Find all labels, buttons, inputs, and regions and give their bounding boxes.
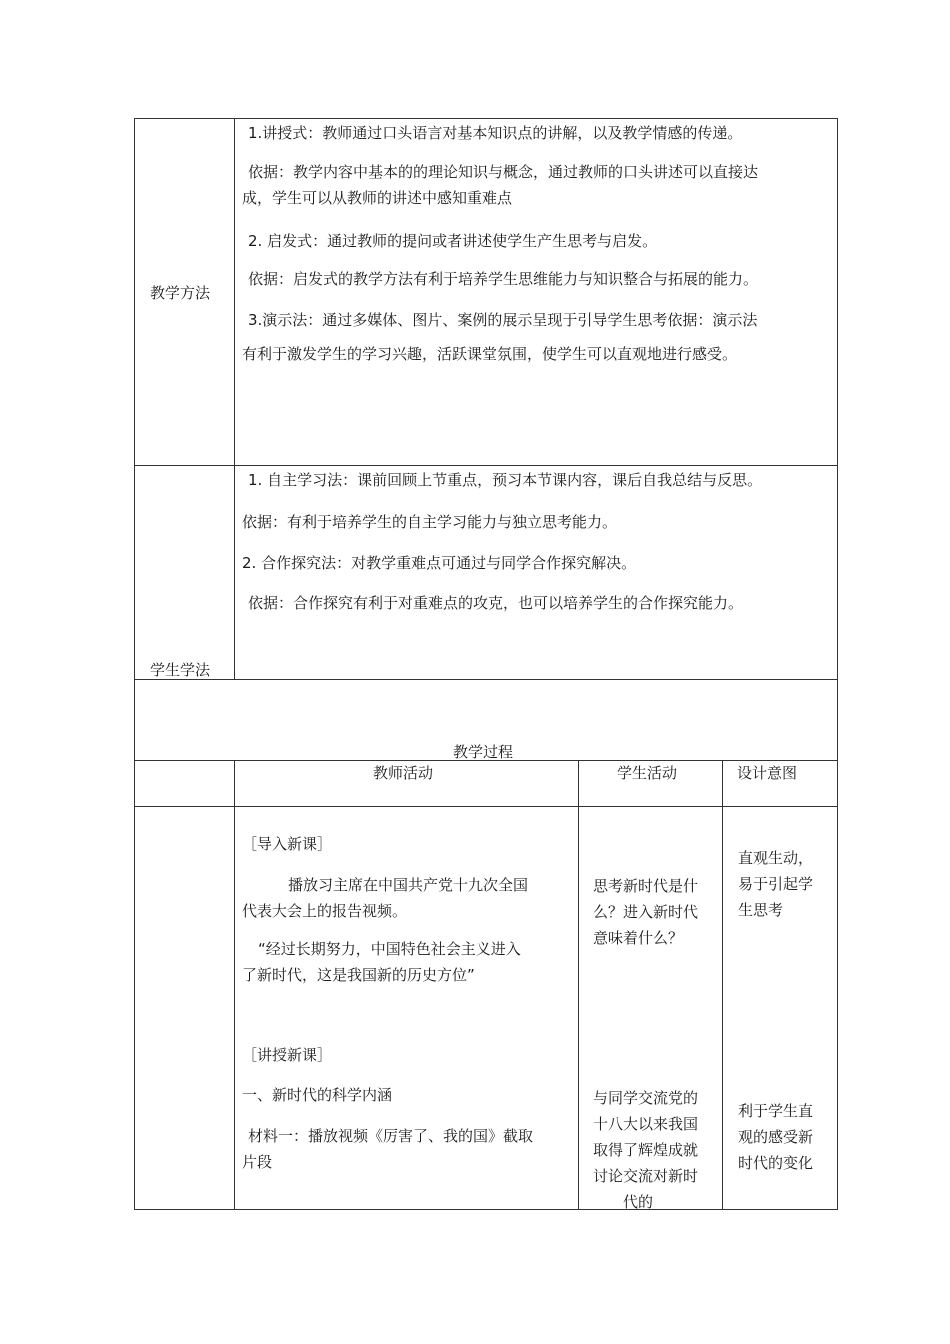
design-intent-line: 时代的变化 — [738, 1154, 814, 1172]
lecture-tag: ［讲授新课］ — [242, 1046, 333, 1064]
methods-label: 教学方法 — [150, 284, 211, 302]
row-divider — [134, 679, 838, 680]
method-demo-line: 3.演示法：通过多媒体、图片、案例的展示呈现于引导学生思考依据：演示法 — [248, 311, 758, 329]
quote-line: 了新时代，这是我国新的历史方位” — [242, 966, 475, 984]
intro-line: 播放习主席在中国共产党十九次全国 — [288, 876, 529, 894]
header-student-activity: 学生活动 — [617, 764, 678, 782]
intro-line: 代表大会上的报告视频。 — [242, 902, 408, 920]
student-activity-line: 与同学交流党的 — [593, 1089, 699, 1107]
student-method-self: 1. 自主学习法：课前回顾上节重点，预习本节课内容，课后自我总结与反思。 — [248, 471, 763, 489]
column-divider — [234, 118, 235, 679]
section-title: 一、新时代的科学内涵 — [242, 1086, 393, 1104]
design-intent-line: 直观生动， — [738, 849, 814, 867]
material-line: 材料一：播放视频《厉害了、我的国》截取 — [248, 1127, 534, 1145]
row-divider — [134, 806, 838, 807]
design-intent-line: 观的感受新 — [738, 1128, 814, 1146]
row-divider — [134, 465, 838, 466]
header-teacher-activity: 教师活动 — [373, 764, 434, 782]
student-activity-line: 讨论交流对新时 — [593, 1167, 699, 1185]
design-intent-line: 利于学生直 — [738, 1102, 814, 1120]
header-design-intent: 设计意图 — [737, 764, 798, 782]
student-method-self-basis: 依据：有利于培养学生的自主学习能力与独立思考能力。 — [242, 513, 618, 531]
student-activity-line: 意味着什么？ — [593, 929, 684, 947]
student-method-coop: 2. 合作探究法：对教学重难点可通过与同学合作探究解决。 — [242, 554, 637, 572]
student-method-coop-basis: 依据：合作探究有利于对重难点的攻克，也可以培养学生的合作探究能力。 — [248, 594, 744, 612]
method-heuristic-basis: 依据：启发式的教学方法有利于培养学生思维能力与知识整合与拓展的能力。 — [248, 270, 759, 288]
student-activity-line: 思考新时代是什 — [593, 877, 699, 895]
method-lecture-line: 1.讲授式：教师通过口头语言对基本知识点的讲解，以及教学情感的传递。 — [248, 124, 743, 142]
student-activity-line: 十八大以来我国 — [593, 1115, 699, 1133]
column-divider — [234, 760, 235, 1210]
design-intent-line: 生思考 — [738, 901, 784, 919]
method-lecture-basis-cont: 成，学生可以从教师的讲述中感知重难点 — [242, 189, 513, 207]
student-activity-line: 代的 — [623, 1193, 654, 1211]
column-divider — [578, 760, 579, 1210]
student-label: 学生学法 — [150, 661, 211, 679]
method-heuristic-line: 2. 启发式：通过教师的提问或者讲述使学生产生思考与启发。 — [248, 232, 658, 250]
quote-line: “经过长期努力，中国特色社会主义进入 — [258, 940, 521, 958]
method-demo-line-cont: 有利于激发学生的学习兴趣，活跃课堂氛围，使学生可以直观地进行感受。 — [242, 345, 738, 363]
student-activity-line: 取得了辉煌成就 — [593, 1141, 699, 1159]
material-line: 片段 — [242, 1153, 273, 1171]
design-intent-line: 易于引起学 — [738, 875, 814, 893]
column-divider — [722, 760, 723, 1210]
method-lecture-basis: 依据：教学内容中基本的的理论知识与概念，通过教师的口头讲述可以直接达 — [248, 163, 759, 181]
student-activity-line: 么？进入新时代 — [593, 903, 699, 921]
process-title: 教学过程 — [453, 743, 514, 761]
intro-tag: ［导入新课］ — [242, 835, 333, 853]
